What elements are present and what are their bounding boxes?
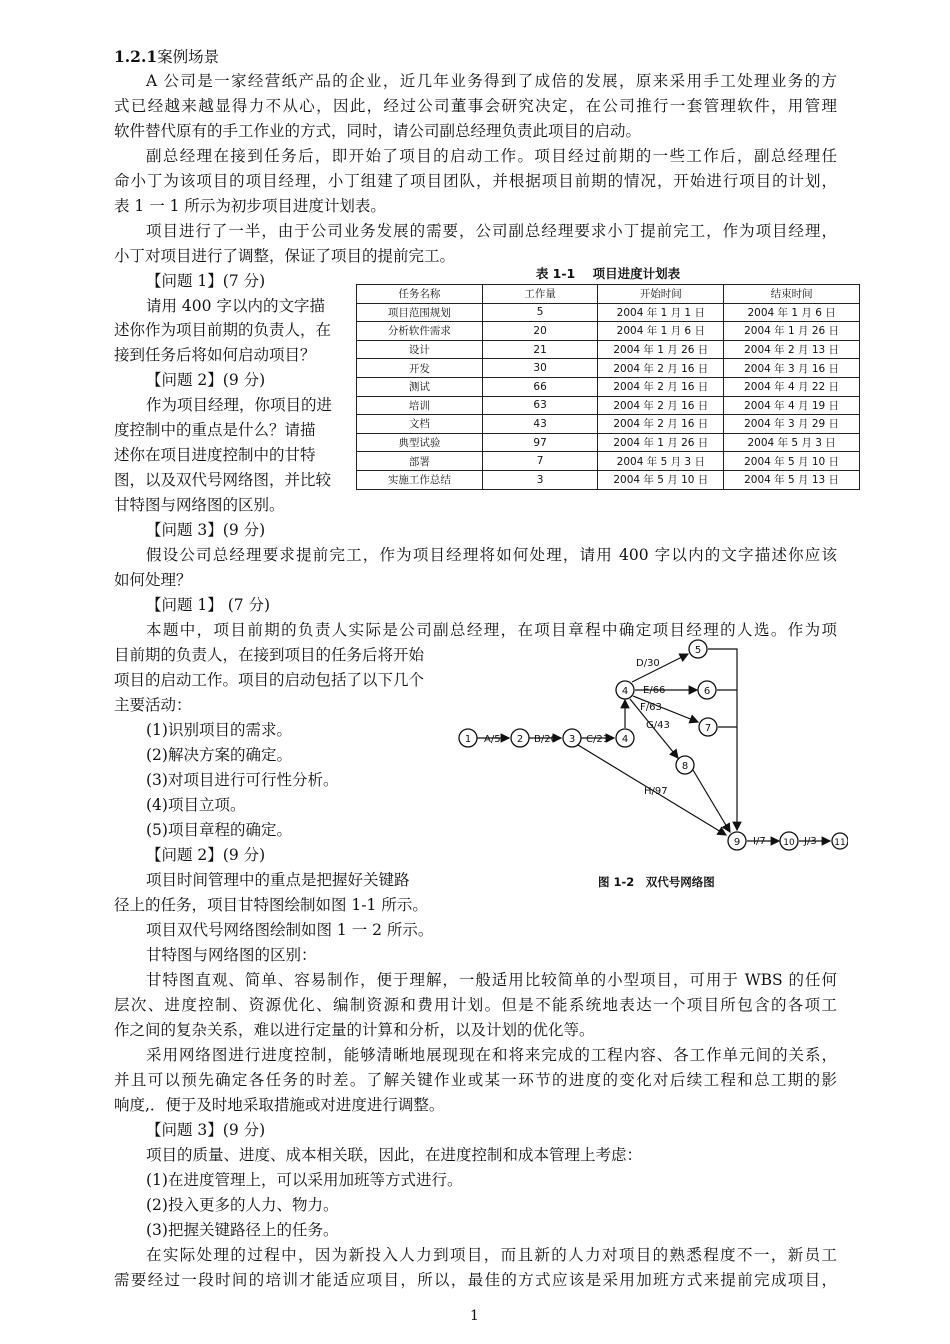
table-cell: 63 bbox=[482, 396, 598, 415]
para-line: 小丁对项目进行了调整，保证了项目的提前完工。 bbox=[114, 247, 456, 265]
table-cell: 2004 年 2 月 13 日 bbox=[724, 340, 860, 359]
answer-1-heading: 【问题 1】 (7 分) bbox=[146, 596, 271, 614]
table-cell: 2004 年 2 月 16 日 bbox=[598, 377, 724, 396]
table-cell: 部署 bbox=[357, 452, 483, 471]
para-line: 项目时间管理中的重点是把握好关键路 bbox=[146, 871, 410, 889]
table-cell: 项目范围规划 bbox=[357, 303, 483, 322]
para-line: 层次、进度控制、资源优化、编制资源和费用计划。但是不能系统地表达一个项目所包含的各项工 bbox=[114, 996, 837, 1014]
para-line: 主要活动： bbox=[114, 696, 192, 714]
para-line: 表 1 一 1 所示为初步项目进度计划表。 bbox=[114, 197, 386, 215]
table-cell: 2004 年 1 月 6 日 bbox=[724, 303, 860, 322]
table-cell: 2004 年 5 月 10 日 bbox=[724, 452, 860, 471]
para-line: 项目进行了一半，由于公司业务发展的需要，公司副总经理要求小丁提前完工，作为项目经理， bbox=[146, 222, 837, 240]
edge-label-g: G/43 bbox=[646, 720, 670, 731]
schedule-table bbox=[356, 284, 860, 490]
node-label: 11 bbox=[834, 838, 846, 848]
para-line: 甘特图与网络图的区别。 bbox=[114, 496, 285, 514]
table-cell: 43 bbox=[482, 415, 598, 434]
table-cell: 2004 年 1 月 1 日 bbox=[598, 303, 724, 322]
table-caption-title: 项目进度计划表 bbox=[592, 266, 681, 281]
para-line: 如何处理？ bbox=[114, 571, 192, 589]
node-label: 2 bbox=[516, 734, 524, 745]
table-cell: 2004 年 2 月 16 日 bbox=[598, 359, 724, 378]
para-line: 本题中，项目前期的负责人实际是公司副总经理，在项目章程中确定项目经理的人选。作为项 bbox=[146, 621, 837, 639]
answer-3-heading: 【问题 3】(9 分) bbox=[146, 1121, 266, 1139]
table-cell: 开发 bbox=[357, 359, 483, 378]
para-line: 项目的启动工作。项目的启动包括了以下几个 bbox=[114, 671, 425, 689]
edge-8-9 bbox=[693, 770, 730, 832]
para-line: 项目的质量、进度、成本相关联，因此，在进度控制和成本管理上考虑： bbox=[146, 1146, 643, 1164]
node-label: 10 bbox=[783, 838, 795, 848]
answer-2-heading: 【问题 2】(9 分) bbox=[146, 846, 266, 864]
list-item: (5)项目章程的确定。 bbox=[146, 821, 292, 839]
table-cell: 20 bbox=[482, 322, 598, 341]
list-item: (2)解决方案的确定。 bbox=[146, 746, 292, 764]
node-label: 4 bbox=[621, 734, 629, 745]
table-header-cell: 开始时间 bbox=[598, 285, 724, 304]
table-cell: 7 bbox=[482, 452, 598, 471]
table-row bbox=[357, 396, 860, 415]
edge-label-j: J/3 bbox=[804, 836, 817, 847]
para-line: 副总经理在接到任务后，即开始了项目的启动工作。项目经过前期的一些工作后，副总经理任 bbox=[146, 147, 837, 165]
table-cell: 培训 bbox=[357, 396, 483, 415]
table-cell: 2004 年 3 月 29 日 bbox=[724, 415, 860, 434]
table-cell: 2004 年 5 月 3 日 bbox=[724, 433, 860, 452]
table-cell: 5 bbox=[482, 303, 598, 322]
edge-label-f: F/63 bbox=[640, 702, 662, 713]
table-row bbox=[357, 303, 860, 322]
para-line: 目前期的负责人，在接到项目的任务后将开始 bbox=[114, 646, 425, 664]
para-line: 响度,．便于及时地采取措施或对进度进行调整。 bbox=[114, 1096, 445, 1114]
para-line: 项目双代号网络图绘制如图 1 一 2 所示。 bbox=[146, 921, 434, 939]
edge-label-c: C/21 bbox=[586, 734, 610, 745]
para-line: 甘特图与网络图的区别： bbox=[146, 946, 317, 964]
para-line: A 公司是一家经营纸产品的企业，近几年业务得到了成倍的发展，原来采用手工处理业务的方 bbox=[146, 72, 837, 90]
list-item: (2)投入更多的人力、物力。 bbox=[146, 1196, 339, 1214]
question-1-heading: 【问题 1】(7 分) bbox=[146, 272, 266, 290]
para-line: 径上的任务，项目甘特图绘制如图 1-1 所示。 bbox=[114, 896, 428, 914]
section-number: 1.2.1 bbox=[114, 47, 158, 66]
node-label: 1 bbox=[464, 734, 472, 745]
table-cell: 分析软件需求 bbox=[357, 322, 483, 341]
para-line: 并且可以预先确定各任务的时差。了解关键作业或某一环节的进度的变化对后续工程和总工期的影 bbox=[114, 1071, 837, 1089]
table-row bbox=[357, 359, 860, 378]
para-line: 软件替代原有的手工作业的方式，同时，请公司副总经理负责此项目的启动。 bbox=[114, 122, 642, 140]
page-number: 1 bbox=[470, 1308, 479, 1324]
para-line: 作为项目经理，你项目的进 bbox=[146, 396, 333, 414]
table-row bbox=[357, 415, 860, 434]
para-line: 图，以及双代号网络图，并比较 bbox=[114, 471, 332, 489]
table-cell: 2004 年 1 月 26 日 bbox=[598, 433, 724, 452]
list-item: (1)在进度管理上，可以采用加班等方式进行。 bbox=[146, 1171, 463, 1189]
para-line: 作之间的复杂关系，难以进行定量的计算和分析，以及计划的优化等。 bbox=[114, 1021, 595, 1039]
table-cell: 3 bbox=[482, 470, 598, 489]
table-row bbox=[357, 433, 860, 452]
section-heading bbox=[114, 47, 219, 67]
table-cell: 2004 年 1 月 6 日 bbox=[598, 322, 724, 341]
table-cell: 2004 年 1 月 26 日 bbox=[598, 340, 724, 359]
para-line: 式已经越来越显得力不从心，因此，经过公司董事会研究决定，在公司推行一套管理软件，用管理 bbox=[114, 97, 837, 115]
table-header-row bbox=[357, 285, 860, 304]
table-header-cell: 工作量 bbox=[482, 285, 598, 304]
para-line: 度控制中的重点是什么？请描 bbox=[114, 421, 316, 439]
edge-label-b: B/20 bbox=[534, 734, 557, 745]
table-cell: 2004 年 2 月 16 日 bbox=[598, 396, 724, 415]
table-row bbox=[357, 452, 860, 471]
para-line: 假设公司总经理要求提前完工，作为项目经理将如何处理，请用 400 字以内的文字描述你应该 bbox=[146, 546, 837, 564]
schedule-table-figure bbox=[356, 264, 860, 490]
table-header-cell: 结束时间 bbox=[724, 285, 860, 304]
network-diagram bbox=[456, 636, 848, 892]
node-label: 8 bbox=[681, 761, 689, 772]
table-row bbox=[357, 470, 860, 489]
table-cell: 2004 年 1 月 26 日 bbox=[724, 322, 860, 341]
table-cell: 2004 年 4 月 19 日 bbox=[724, 396, 860, 415]
node-label: 7 bbox=[704, 723, 712, 734]
table-row bbox=[357, 322, 860, 341]
table-cell: 2004 年 5 月 3 日 bbox=[598, 452, 724, 471]
para-line: 命小丁为该项目的项目经理，小丁组建了项目团队，并根据项目前期的情况，开始进行项目的计划， bbox=[114, 172, 837, 190]
table-cell: 2004 年 3 月 16 日 bbox=[724, 359, 860, 378]
table-cell: 2004 年 5 月 10 日 bbox=[598, 470, 724, 489]
section-title: 案例场景 bbox=[157, 48, 220, 66]
question-2-heading: 【问题 2】(9 分) bbox=[146, 371, 266, 389]
list-item: (4)项目立项。 bbox=[146, 796, 246, 814]
table-cell: 实施工作总结 bbox=[357, 470, 483, 489]
para-line: 在实际处理的过程中，因为新投入人力到项目，而且新的人力对项目的熟悉程度不一，新员工 bbox=[146, 1246, 837, 1264]
node-label: 5 bbox=[694, 645, 702, 656]
para-line: 采用网络图进行进度控制，能够清晰地展现现在和将来完成的工程内容、各工作单元间的关系， bbox=[146, 1046, 837, 1064]
edge-label-d: D/30 bbox=[636, 658, 660, 669]
table-cell: 设计 bbox=[357, 340, 483, 359]
node-label: 6 bbox=[703, 686, 711, 697]
table-cell: 测试 bbox=[357, 377, 483, 396]
list-item: (1)识别项目的需求。 bbox=[146, 721, 292, 739]
para-line: 甘特图直观、简单、容易制作，便于理解，一般适用比较简单的小型项目，可用于 WBS 的任何 bbox=[146, 971, 837, 989]
table-caption bbox=[356, 264, 860, 284]
list-item: (3)把握关键路径上的任务。 bbox=[146, 1221, 339, 1239]
list-item: (3)对项目进行可行性分析。 bbox=[146, 771, 339, 789]
para-line: 请用 400 字以内的文字描 bbox=[146, 297, 325, 315]
edge-label-a: A/5 bbox=[484, 734, 501, 745]
node-label: 9 bbox=[733, 837, 741, 848]
para-line: 述你作为项目前期的负责人，在 bbox=[114, 321, 332, 339]
table-cell: 2004 年 5 月 13 日 bbox=[724, 470, 860, 489]
table-cell: 2004 年 4 月 22 日 bbox=[724, 377, 860, 396]
table-cell: 典型试验 bbox=[357, 433, 483, 452]
question-3-heading: 【问题 3】(9 分) bbox=[146, 521, 266, 539]
node-label: 4 bbox=[621, 686, 629, 697]
table-cell: 2004 年 2 月 16 日 bbox=[598, 415, 724, 434]
table-cell: 文档 bbox=[357, 415, 483, 434]
para-line: 需要经过一段时间的培训才能适应项目，所以，最佳的方式应该是采用加班方式来提前完成项目， bbox=[114, 1271, 837, 1289]
table-cell: 30 bbox=[482, 359, 598, 378]
edge-label-i: I/7 bbox=[753, 836, 766, 847]
figure-caption: 图 1-2 双代号网络图 bbox=[598, 875, 715, 889]
table-cell: 66 bbox=[482, 377, 598, 396]
table-cell: 97 bbox=[482, 433, 598, 452]
edge-label-h: H/97 bbox=[644, 786, 668, 797]
table-caption-number: 表 1-1 bbox=[535, 266, 576, 281]
table-header-cell: 任务名称 bbox=[357, 285, 483, 304]
edge-label-e: E/66 bbox=[643, 685, 666, 696]
node-label: 3 bbox=[568, 734, 576, 745]
table-row bbox=[357, 340, 860, 359]
para-line: 述你在项目进度控制中的甘特 bbox=[114, 446, 316, 464]
network-diagram-figure bbox=[456, 636, 848, 892]
table-row bbox=[357, 377, 860, 396]
table-cell: 21 bbox=[482, 340, 598, 359]
para-line: 接到任务后将如何启动项目？ bbox=[114, 346, 316, 364]
